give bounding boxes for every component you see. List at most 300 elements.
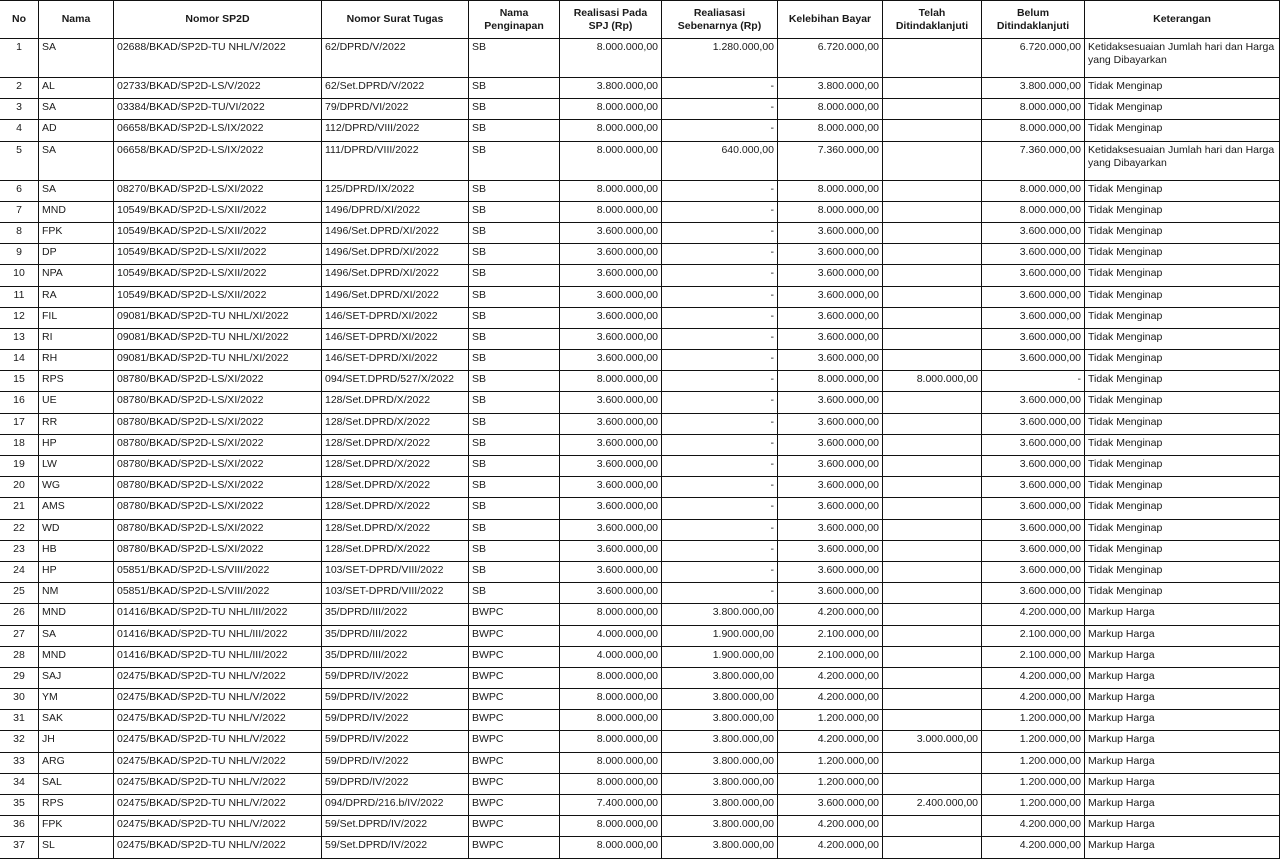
cell-nomor-sp2d: 08270/BKAD/SP2D-LS/XI/2022 [114, 180, 322, 201]
cell-belum-ditindaklanjuti: 4.200.000,00 [982, 667, 1085, 688]
cell-nama-penginapan: SB [469, 540, 560, 561]
cell-nama: RH [39, 350, 114, 371]
cell-belum-ditindaklanjuti: 3.600.000,00 [982, 286, 1085, 307]
cell-keterangan: Tidak Menginap [1085, 265, 1280, 286]
cell-no: 14 [0, 350, 39, 371]
cell-nomor-surat-tugas: 111/DPRD/VIII/2022 [322, 141, 469, 180]
cell-nomor-surat-tugas: 1496/Set.DPRD/XI/2022 [322, 222, 469, 243]
header-realisasi-spj: Realisasi Pada SPJ (Rp) [560, 1, 662, 39]
cell-kelebihan-bayar: 3.600.000,00 [778, 540, 883, 561]
cell-belum-ditindaklanjuti: 8.000.000,00 [982, 120, 1085, 141]
cell-nomor-sp2d: 02475/BKAD/SP2D-TU NHL/V/2022 [114, 752, 322, 773]
cell-nama-penginapan: SB [469, 561, 560, 582]
cell-realisasi-sebenarnya: - [662, 180, 778, 201]
cell-nomor-surat-tugas: 103/SET-DPRD/VIII/2022 [322, 583, 469, 604]
cell-nama-penginapan: SB [469, 328, 560, 349]
table-row [0, 413, 1280, 434]
cell-telah-ditindaklanjuti [883, 540, 982, 561]
cell-realisasi-sebenarnya: - [662, 456, 778, 477]
cell-nama-penginapan: SB [469, 180, 560, 201]
cell-telah-ditindaklanjuti [883, 689, 982, 710]
cell-telah-ditindaklanjuti [883, 120, 982, 141]
cell-nama-penginapan: SB [469, 434, 560, 455]
cell-realisasi-sebenarnya: 3.800.000,00 [662, 710, 778, 731]
cell-nama: SAK [39, 710, 114, 731]
cell-realisasi-spj: 8.000.000,00 [560, 689, 662, 710]
cell-kelebihan-bayar: 1.200.000,00 [778, 752, 883, 773]
cell-kelebihan-bayar: 3.600.000,00 [778, 434, 883, 455]
cell-nama-penginapan: SB [469, 265, 560, 286]
cell-nama-penginapan: SB [469, 120, 560, 141]
cell-realisasi-sebenarnya: 3.800.000,00 [662, 604, 778, 625]
cell-nama: SAL [39, 773, 114, 794]
cell-realisasi-spj: 3.600.000,00 [560, 498, 662, 519]
cell-kelebihan-bayar: 3.600.000,00 [778, 456, 883, 477]
table-row [0, 350, 1280, 371]
cell-kelebihan-bayar: 3.600.000,00 [778, 498, 883, 519]
cell-telah-ditindaklanjuti [883, 434, 982, 455]
cell-nama: SA [39, 99, 114, 120]
cell-nama: WG [39, 477, 114, 498]
cell-nama-penginapan: SB [469, 392, 560, 413]
cell-belum-ditindaklanjuti: 1.200.000,00 [982, 773, 1085, 794]
cell-nomor-surat-tugas: 59/DPRD/IV/2022 [322, 731, 469, 752]
cell-realisasi-spj: 8.000.000,00 [560, 201, 662, 222]
cell-belum-ditindaklanjuti: 6.720.000,00 [982, 39, 1085, 78]
cell-nomor-sp2d: 02475/BKAD/SP2D-TU NHL/V/2022 [114, 667, 322, 688]
cell-no: 29 [0, 667, 39, 688]
cell-keterangan: Markup Harga [1085, 646, 1280, 667]
cell-keterangan: Markup Harga [1085, 689, 1280, 710]
cell-nama-penginapan: SB [469, 413, 560, 434]
cell-no: 16 [0, 392, 39, 413]
cell-nomor-surat-tugas: 59/Set.DPRD/IV/2022 [322, 837, 469, 858]
cell-telah-ditindaklanjuti [883, 519, 982, 540]
cell-no: 27 [0, 625, 39, 646]
cell-kelebihan-bayar: 4.200.000,00 [778, 816, 883, 837]
cell-nama: SL [39, 837, 114, 858]
cell-nomor-surat-tugas: 094/SET.DPRD/527/X/2022 [322, 371, 469, 392]
cell-keterangan: Markup Harga [1085, 731, 1280, 752]
cell-realisasi-sebenarnya: 3.800.000,00 [662, 689, 778, 710]
cell-nama-penginapan: SB [469, 78, 560, 99]
cell-kelebihan-bayar: 3.600.000,00 [778, 307, 883, 328]
table-row [0, 434, 1280, 455]
cell-nama: RPS [39, 795, 114, 816]
cell-nama-penginapan: SB [469, 222, 560, 243]
cell-nomor-surat-tugas: 146/SET-DPRD/XI/2022 [322, 307, 469, 328]
cell-telah-ditindaklanjuti [883, 392, 982, 413]
cell-nomor-sp2d: 02475/BKAD/SP2D-TU NHL/V/2022 [114, 837, 322, 858]
cell-telah-ditindaklanjuti [883, 180, 982, 201]
table-row [0, 141, 1280, 180]
cell-nomor-sp2d: 02688/BKAD/SP2D-TU NHL/V/2022 [114, 39, 322, 78]
cell-telah-ditindaklanjuti [883, 201, 982, 222]
cell-kelebihan-bayar: 2.100.000,00 [778, 625, 883, 646]
cell-nomor-sp2d: 10549/BKAD/SP2D-LS/XII/2022 [114, 201, 322, 222]
cell-nama: RI [39, 328, 114, 349]
cell-nomor-surat-tugas: 094/DPRD/216.b/IV/2022 [322, 795, 469, 816]
cell-belum-ditindaklanjuti: 3.600.000,00 [982, 222, 1085, 243]
table-row [0, 392, 1280, 413]
cell-realisasi-sebenarnya: 640.000,00 [662, 141, 778, 180]
cell-nomor-sp2d: 06658/BKAD/SP2D-LS/IX/2022 [114, 120, 322, 141]
cell-kelebihan-bayar: 3.600.000,00 [778, 477, 883, 498]
cell-nomor-sp2d: 08780/BKAD/SP2D-LS/XI/2022 [114, 392, 322, 413]
header-nomor-surat-tugas: Nomor Surat Tugas [322, 1, 469, 39]
cell-nomor-surat-tugas: 146/SET-DPRD/XI/2022 [322, 328, 469, 349]
cell-belum-ditindaklanjuti: 3.600.000,00 [982, 265, 1085, 286]
cell-realisasi-sebenarnya: - [662, 498, 778, 519]
cell-realisasi-spj: 3.600.000,00 [560, 350, 662, 371]
cell-keterangan: Ketidaksesuaian Jumlah hari dan Harga yang Dibayarkan [1085, 39, 1280, 78]
cell-telah-ditindaklanjuti [883, 99, 982, 120]
cell-realisasi-sebenarnya: - [662, 583, 778, 604]
cell-belum-ditindaklanjuti: 8.000.000,00 [982, 99, 1085, 120]
table-row [0, 583, 1280, 604]
cell-telah-ditindaklanjuti [883, 244, 982, 265]
cell-no: 3 [0, 99, 39, 120]
cell-nomor-surat-tugas: 128/Set.DPRD/X/2022 [322, 498, 469, 519]
cell-no: 20 [0, 477, 39, 498]
cell-nama-penginapan: SB [469, 201, 560, 222]
cell-telah-ditindaklanjuti: 3.000.000,00 [883, 731, 982, 752]
cell-realisasi-sebenarnya: 3.800.000,00 [662, 837, 778, 858]
cell-realisasi-spj: 8.000.000,00 [560, 371, 662, 392]
cell-no: 36 [0, 816, 39, 837]
cell-nama-penginapan: BWPC [469, 795, 560, 816]
cell-nama-penginapan: BWPC [469, 689, 560, 710]
cell-nomor-sp2d: 09081/BKAD/SP2D-TU NHL/XI/2022 [114, 350, 322, 371]
table-row [0, 519, 1280, 540]
table-row [0, 667, 1280, 688]
cell-kelebihan-bayar: 3.600.000,00 [778, 519, 883, 540]
cell-keterangan: Tidak Menginap [1085, 180, 1280, 201]
cell-nama-penginapan: SB [469, 39, 560, 78]
cell-kelebihan-bayar: 7.360.000,00 [778, 141, 883, 180]
cell-realisasi-sebenarnya: - [662, 371, 778, 392]
cell-telah-ditindaklanjuti [883, 78, 982, 99]
cell-nomor-sp2d: 08780/BKAD/SP2D-LS/XI/2022 [114, 519, 322, 540]
cell-telah-ditindaklanjuti [883, 265, 982, 286]
cell-belum-ditindaklanjuti: 3.600.000,00 [982, 328, 1085, 349]
cell-keterangan: Tidak Menginap [1085, 99, 1280, 120]
table-row [0, 286, 1280, 307]
cell-nomor-surat-tugas: 128/Set.DPRD/X/2022 [322, 477, 469, 498]
cell-nama: MND [39, 604, 114, 625]
cell-keterangan: Tidak Menginap [1085, 434, 1280, 455]
cell-nama: JH [39, 731, 114, 752]
cell-nomor-sp2d: 10549/BKAD/SP2D-LS/XII/2022 [114, 286, 322, 307]
cell-no: 35 [0, 795, 39, 816]
cell-nama-penginapan: BWPC [469, 710, 560, 731]
cell-no: 7 [0, 201, 39, 222]
cell-nomor-sp2d: 02475/BKAD/SP2D-TU NHL/V/2022 [114, 795, 322, 816]
cell-realisasi-sebenarnya: - [662, 120, 778, 141]
cell-nama: AL [39, 78, 114, 99]
table-row [0, 731, 1280, 752]
cell-nomor-surat-tugas: 62/DPRD/V/2022 [322, 39, 469, 78]
cell-realisasi-spj: 4.000.000,00 [560, 646, 662, 667]
cell-no: 15 [0, 371, 39, 392]
cell-nama: DP [39, 244, 114, 265]
cell-nomor-sp2d: 01416/BKAD/SP2D-TU NHL/III/2022 [114, 646, 322, 667]
cell-kelebihan-bayar: 3.600.000,00 [778, 328, 883, 349]
cell-belum-ditindaklanjuti: 3.600.000,00 [982, 350, 1085, 371]
table-row [0, 689, 1280, 710]
cell-telah-ditindaklanjuti [883, 286, 982, 307]
cell-nomor-surat-tugas: 35/DPRD/III/2022 [322, 625, 469, 646]
cell-nomor-surat-tugas: 59/DPRD/IV/2022 [322, 773, 469, 794]
cell-realisasi-sebenarnya: - [662, 265, 778, 286]
cell-kelebihan-bayar: 3.600.000,00 [778, 413, 883, 434]
cell-telah-ditindaklanjuti [883, 710, 982, 731]
cell-nomor-surat-tugas: 128/Set.DPRD/X/2022 [322, 456, 469, 477]
cell-telah-ditindaklanjuti [883, 561, 982, 582]
cell-realisasi-spj: 3.600.000,00 [560, 244, 662, 265]
cell-belum-ditindaklanjuti: 3.600.000,00 [982, 519, 1085, 540]
cell-telah-ditindaklanjuti [883, 222, 982, 243]
cell-nama: AMS [39, 498, 114, 519]
cell-nomor-surat-tugas: 128/Set.DPRD/X/2022 [322, 392, 469, 413]
cell-realisasi-spj: 3.600.000,00 [560, 456, 662, 477]
cell-kelebihan-bayar: 3.600.000,00 [778, 265, 883, 286]
cell-nama-penginapan: SB [469, 141, 560, 180]
cell-nama-penginapan: BWPC [469, 773, 560, 794]
cell-realisasi-sebenarnya: - [662, 434, 778, 455]
cell-realisasi-spj: 8.000.000,00 [560, 752, 662, 773]
cell-nomor-sp2d: 09081/BKAD/SP2D-TU NHL/XI/2022 [114, 307, 322, 328]
cell-keterangan: Tidak Menginap [1085, 201, 1280, 222]
cell-nama: MND [39, 646, 114, 667]
cell-realisasi-sebenarnya: - [662, 561, 778, 582]
cell-kelebihan-bayar: 4.200.000,00 [778, 837, 883, 858]
cell-belum-ditindaklanjuti: 7.360.000,00 [982, 141, 1085, 180]
cell-realisasi-sebenarnya: 1.900.000,00 [662, 646, 778, 667]
cell-nomor-sp2d: 03384/BKAD/SP2D-TU/VI/2022 [114, 99, 322, 120]
header-nama: Nama [39, 1, 114, 39]
cell-no: 17 [0, 413, 39, 434]
cell-kelebihan-bayar: 4.200.000,00 [778, 689, 883, 710]
table-row [0, 561, 1280, 582]
cell-nomor-surat-tugas: 128/Set.DPRD/X/2022 [322, 540, 469, 561]
cell-nama: NM [39, 583, 114, 604]
table-row [0, 328, 1280, 349]
cell-realisasi-spj: 8.000.000,00 [560, 667, 662, 688]
cell-nama-penginapan: BWPC [469, 667, 560, 688]
cell-telah-ditindaklanjuti [883, 477, 982, 498]
cell-nomor-sp2d: 01416/BKAD/SP2D-TU NHL/III/2022 [114, 604, 322, 625]
table-body [0, 39, 1280, 859]
cell-kelebihan-bayar: 3.600.000,00 [778, 561, 883, 582]
table-row [0, 625, 1280, 646]
cell-nomor-sp2d: 02733/BKAD/SP2D-LS/V/2022 [114, 78, 322, 99]
cell-nomor-sp2d: 10549/BKAD/SP2D-LS/XII/2022 [114, 244, 322, 265]
cell-keterangan: Markup Harga [1085, 625, 1280, 646]
table-row [0, 498, 1280, 519]
cell-telah-ditindaklanjuti [883, 350, 982, 371]
cell-no: 32 [0, 731, 39, 752]
cell-nama: FPK [39, 816, 114, 837]
cell-belum-ditindaklanjuti: - [982, 371, 1085, 392]
cell-nama: HB [39, 540, 114, 561]
cell-no: 33 [0, 752, 39, 773]
cell-keterangan: Tidak Menginap [1085, 456, 1280, 477]
cell-realisasi-sebenarnya: - [662, 328, 778, 349]
cell-keterangan: Tidak Menginap [1085, 498, 1280, 519]
cell-telah-ditindaklanjuti [883, 773, 982, 794]
cell-nama-penginapan: SB [469, 286, 560, 307]
cell-belum-ditindaklanjuti: 2.100.000,00 [982, 646, 1085, 667]
cell-nama: HP [39, 434, 114, 455]
cell-no: 12 [0, 307, 39, 328]
cell-kelebihan-bayar: 3.600.000,00 [778, 583, 883, 604]
cell-telah-ditindaklanjuti [883, 328, 982, 349]
cell-no: 6 [0, 180, 39, 201]
cell-telah-ditindaklanjuti: 8.000.000,00 [883, 371, 982, 392]
cell-kelebihan-bayar: 3.600.000,00 [778, 795, 883, 816]
cell-telah-ditindaklanjuti [883, 646, 982, 667]
table-row [0, 752, 1280, 773]
cell-kelebihan-bayar: 3.600.000,00 [778, 244, 883, 265]
cell-nama-penginapan: SB [469, 350, 560, 371]
cell-realisasi-sebenarnya: - [662, 201, 778, 222]
cell-nomor-sp2d: 06658/BKAD/SP2D-LS/IX/2022 [114, 141, 322, 180]
cell-nomor-surat-tugas: 128/Set.DPRD/X/2022 [322, 434, 469, 455]
cell-nama: LW [39, 456, 114, 477]
cell-no: 2 [0, 78, 39, 99]
cell-nama: MND [39, 201, 114, 222]
cell-telah-ditindaklanjuti [883, 837, 982, 858]
cell-keterangan: Tidak Menginap [1085, 561, 1280, 582]
cell-kelebihan-bayar: 4.200.000,00 [778, 731, 883, 752]
cell-nomor-surat-tugas: 1496/Set.DPRD/XI/2022 [322, 286, 469, 307]
cell-realisasi-spj: 3.600.000,00 [560, 307, 662, 328]
cell-no: 28 [0, 646, 39, 667]
cell-no: 26 [0, 604, 39, 625]
cell-realisasi-sebenarnya: - [662, 392, 778, 413]
cell-nama: NPA [39, 265, 114, 286]
cell-kelebihan-bayar: 3.800.000,00 [778, 78, 883, 99]
cell-keterangan: Tidak Menginap [1085, 350, 1280, 371]
cell-keterangan: Tidak Menginap [1085, 413, 1280, 434]
cell-nomor-sp2d: 02475/BKAD/SP2D-TU NHL/V/2022 [114, 710, 322, 731]
cell-belum-ditindaklanjuti: 1.200.000,00 [982, 795, 1085, 816]
cell-kelebihan-bayar: 8.000.000,00 [778, 180, 883, 201]
cell-no: 31 [0, 710, 39, 731]
cell-realisasi-spj: 8.000.000,00 [560, 816, 662, 837]
cell-keterangan: Markup Harga [1085, 667, 1280, 688]
table-row [0, 244, 1280, 265]
cell-nomor-sp2d: 10549/BKAD/SP2D-LS/XII/2022 [114, 265, 322, 286]
table-row [0, 477, 1280, 498]
cell-belum-ditindaklanjuti: 8.000.000,00 [982, 180, 1085, 201]
cell-kelebihan-bayar: 4.200.000,00 [778, 667, 883, 688]
cell-belum-ditindaklanjuti: 8.000.000,00 [982, 201, 1085, 222]
cell-realisasi-spj: 8.000.000,00 [560, 773, 662, 794]
cell-kelebihan-bayar: 3.600.000,00 [778, 350, 883, 371]
cell-keterangan: Markup Harga [1085, 604, 1280, 625]
cell-nomor-surat-tugas: 146/SET-DPRD/XI/2022 [322, 350, 469, 371]
cell-nomor-surat-tugas: 35/DPRD/III/2022 [322, 646, 469, 667]
cell-realisasi-spj: 3.600.000,00 [560, 413, 662, 434]
cell-belum-ditindaklanjuti: 3.800.000,00 [982, 78, 1085, 99]
table-row [0, 795, 1280, 816]
cell-belum-ditindaklanjuti: 4.200.000,00 [982, 837, 1085, 858]
cell-belum-ditindaklanjuti: 3.600.000,00 [982, 413, 1085, 434]
table-row [0, 180, 1280, 201]
header-kelebihan-bayar: Kelebihan Bayar [778, 1, 883, 39]
cell-nama-penginapan: SB [469, 498, 560, 519]
header-keterangan: Keterangan [1085, 1, 1280, 39]
cell-telah-ditindaklanjuti [883, 752, 982, 773]
cell-nomor-sp2d: 09081/BKAD/SP2D-TU NHL/XI/2022 [114, 328, 322, 349]
cell-nama: ARG [39, 752, 114, 773]
cell-no: 19 [0, 456, 39, 477]
cell-nomor-surat-tugas: 128/Set.DPRD/X/2022 [322, 519, 469, 540]
cell-keterangan: Tidak Menginap [1085, 540, 1280, 561]
cell-nomor-sp2d: 08780/BKAD/SP2D-LS/XI/2022 [114, 477, 322, 498]
cell-nomor-sp2d: 08780/BKAD/SP2D-LS/XI/2022 [114, 498, 322, 519]
cell-nama-penginapan: SB [469, 307, 560, 328]
table-row [0, 99, 1280, 120]
cell-no: 9 [0, 244, 39, 265]
cell-no: 25 [0, 583, 39, 604]
cell-telah-ditindaklanjuti [883, 583, 982, 604]
cell-telah-ditindaklanjuti [883, 456, 982, 477]
cell-realisasi-spj: 3.600.000,00 [560, 540, 662, 561]
cell-nomor-surat-tugas: 1496/Set.DPRD/XI/2022 [322, 265, 469, 286]
cell-kelebihan-bayar: 8.000.000,00 [778, 120, 883, 141]
cell-realisasi-spj: 8.000.000,00 [560, 710, 662, 731]
cell-keterangan: Tidak Menginap [1085, 286, 1280, 307]
table-row [0, 39, 1280, 78]
table-row [0, 837, 1280, 858]
cell-belum-ditindaklanjuti: 4.200.000,00 [982, 604, 1085, 625]
cell-no: 11 [0, 286, 39, 307]
cell-belum-ditindaklanjuti: 4.200.000,00 [982, 816, 1085, 837]
cell-realisasi-spj: 8.000.000,00 [560, 180, 662, 201]
cell-realisasi-sebenarnya: - [662, 413, 778, 434]
table-row [0, 604, 1280, 625]
cell-no: 4 [0, 120, 39, 141]
cell-realisasi-sebenarnya: - [662, 286, 778, 307]
cell-nama-penginapan: BWPC [469, 604, 560, 625]
cell-no: 8 [0, 222, 39, 243]
cell-belum-ditindaklanjuti: 3.600.000,00 [982, 434, 1085, 455]
cell-kelebihan-bayar: 3.600.000,00 [778, 222, 883, 243]
cell-telah-ditindaklanjuti [883, 604, 982, 625]
cell-kelebihan-bayar: 8.000.000,00 [778, 371, 883, 392]
cell-kelebihan-bayar: 3.600.000,00 [778, 286, 883, 307]
cell-keterangan: Markup Harga [1085, 710, 1280, 731]
cell-realisasi-spj: 8.000.000,00 [560, 141, 662, 180]
cell-nomor-sp2d: 05851/BKAD/SP2D-LS/VIII/2022 [114, 583, 322, 604]
cell-keterangan: Tidak Menginap [1085, 371, 1280, 392]
cell-nama-penginapan: SB [469, 99, 560, 120]
cell-realisasi-sebenarnya: 3.800.000,00 [662, 667, 778, 688]
cell-nama: SA [39, 141, 114, 180]
cell-no: 10 [0, 265, 39, 286]
cell-belum-ditindaklanjuti: 3.600.000,00 [982, 456, 1085, 477]
table-row [0, 265, 1280, 286]
cell-keterangan: Markup Harga [1085, 816, 1280, 837]
cell-keterangan: Tidak Menginap [1085, 307, 1280, 328]
cell-nama: YM [39, 689, 114, 710]
cell-kelebihan-bayar: 3.600.000,00 [778, 392, 883, 413]
header-row [0, 1, 1280, 39]
cell-nomor-surat-tugas: 59/Set.DPRD/IV/2022 [322, 816, 469, 837]
